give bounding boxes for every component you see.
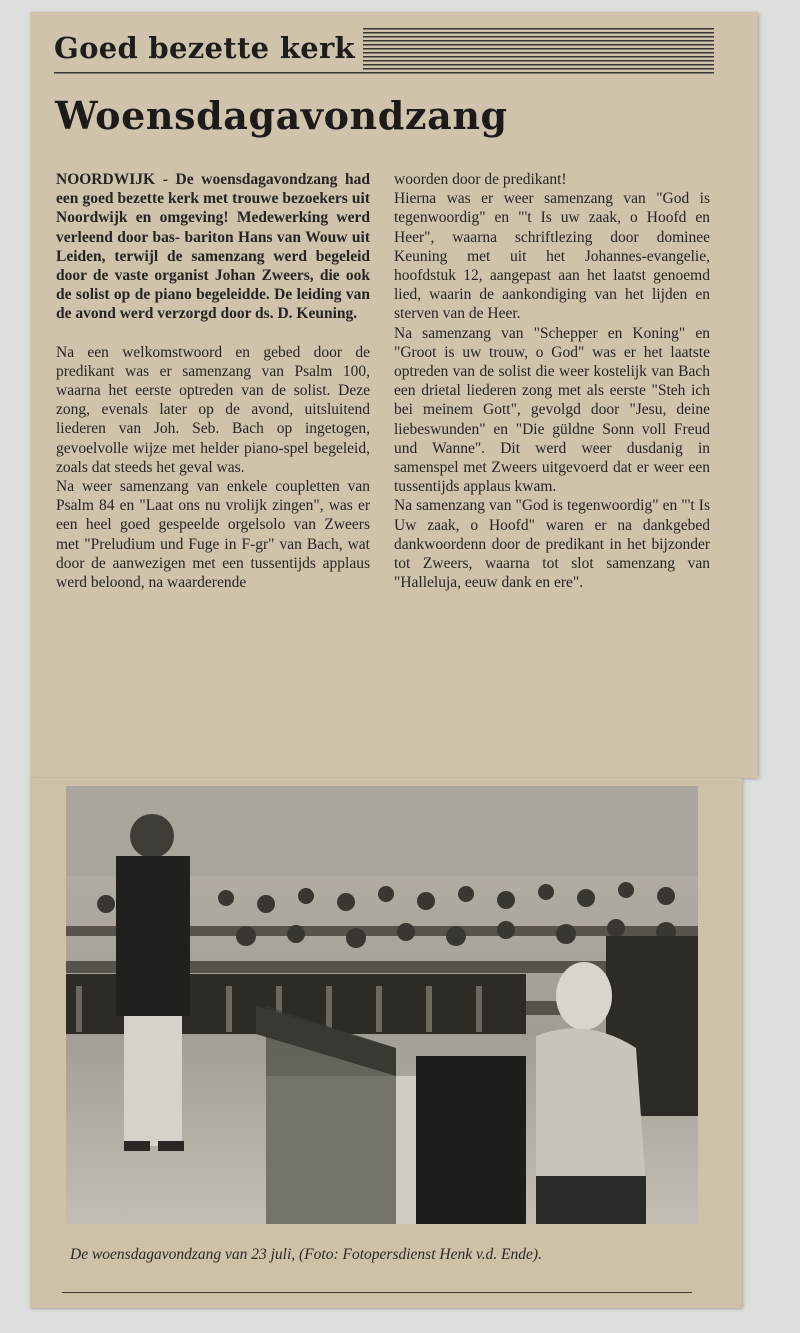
- paragraph: Na een welkomstwoord en gebed door de predikant was er samenzang van Psalm 100, waarna het eerste optreden van de solist. Deze zong, evenals later op de avond, uitsluitend liederen van Joh. Seb. Bach op ingetogen, gevoelvolle wijze met helder piano-spel begeleid, zoals dat steeds het geval was.: [56, 343, 370, 476]
- dateline: NOORDWIJK: [56, 171, 156, 188]
- paragraph: [56, 170, 370, 324]
- photo-caption: De woensdagavondzang van 23 juli, (Foto: Fotopersdienst Henk v.d. Ende).: [70, 1246, 542, 1263]
- paragraph: Hierna was er weer samenzang van "God is tegenwoordig" en "'t Is uw zaak, o Hoofd en Heer", waarna schriftlezing door dominee Keuning met uit het Johannes-evangelie, hoofdstuk 12, aangepast aan het laatst genoemd lied, waarin de aankondiging van het lijden en sterven van de Heer.: [394, 190, 710, 323]
- church-photo: [66, 786, 698, 1224]
- article-column-1: [56, 170, 370, 592]
- paragraph: Na samenzang van "Schepper en Koning" en "Groot is uw trouw, o God" was er het laatste optreden van de solist die weer kostelijk van Bach een drietal liederen zong met als eerste "Steh ich bei meinem Gott", gevolgd door "Jesu, deine liebeswunden" en "Die güldne Sonn voll Freud und Wanne". Dit werd weer dusdanig in samenspel met Zweers uitgevoerd dat er weer een tussentijds applaus kwam.: [394, 324, 710, 496]
- paragraph-text: - De woensdagavondzang had een goed bezette kerk met trouwe bezoekers uit Noordwijk en omgeving! Medewerking werd verleend door bas- bariton Hans van Wouw uit Leiden, terwijl de samenzang werd begeleid door de vaste organist Johan Zweers, die ook de solist op de piano begeleidde. De leiding van de avond werd verzorgd door ds. D. Keuning.: [56, 171, 370, 323]
- bottom-rule: [62, 1292, 692, 1293]
- article-column-2: [394, 170, 710, 592]
- paragraph: woorden door de predikant!: [394, 171, 567, 188]
- kicker-title: Goed bezette kerk: [54, 26, 363, 70]
- paragraph: Na samenzang van "God is tegenwoordig" en "'t Is Uw zaak, o Hoofd" waren er na dankgebed dankwoordenn door de predikant in het bijzonder tot Zweers, waarna tot slot samenzang van "Halleluja, eeuw dank en ere".: [394, 497, 710, 592]
- paragraph: Na weer samenzang van enkele coupletten van Psalm 84 en "Laat ons nu vrolijk zingen", was er een heel goed gespeelde orgelsolo van Zweers met "Preludium und Fuge in F-gr" van Bach, wat door de aanwezigen met een tussentijds applaus werd beloond, na waarderende: [56, 478, 370, 592]
- article-headline: Woensdagavondzang: [55, 93, 508, 138]
- church-photo-illustration: [66, 786, 698, 1224]
